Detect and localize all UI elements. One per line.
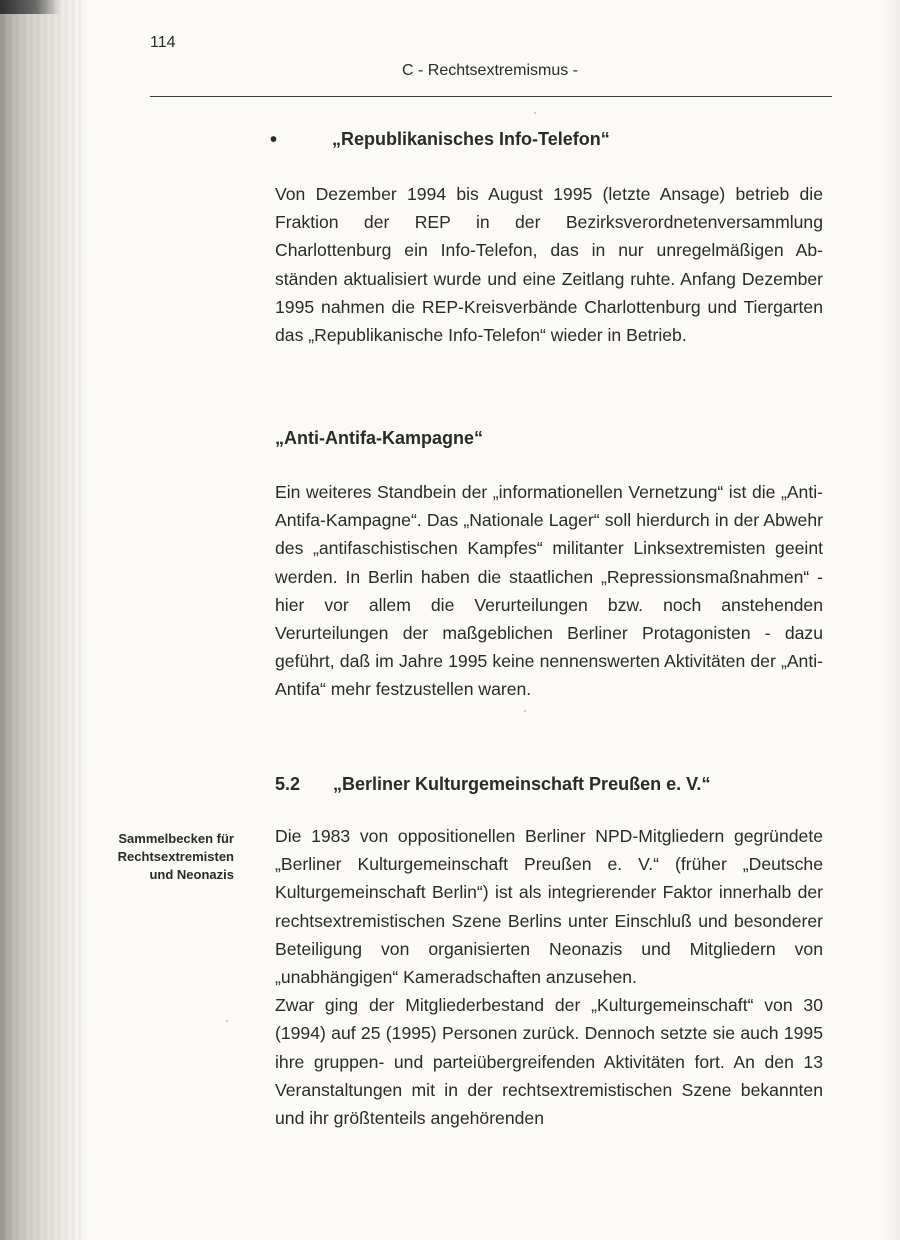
section-number: 5.2: [275, 774, 301, 794]
scan-speck: [226, 1020, 228, 1022]
paragraph-anti-antifa: [275, 478, 823, 704]
scan-speck: [524, 710, 526, 712]
paragraph-kulturgemeinschaft: [275, 822, 823, 1132]
bullet-icon: •: [270, 129, 278, 151]
page-edge-shade: [882, 0, 900, 1240]
page-number: 114: [150, 34, 176, 51]
page-binding-shadow: [0, 0, 86, 1240]
heading-info-telefon-text: „Republikanisches Info-Telefon“: [332, 129, 610, 149]
paragraph-info-telefon: [275, 180, 823, 349]
header-rule: [150, 96, 832, 97]
scan-speck: [534, 112, 536, 114]
binding-top-edge: [0, 0, 60, 14]
paragraph-info-telefon-text: Von Dezember 1994 bis August 1995 (letzte Ansage) betrieb die Fraktion der REP in der Bezirksverordnetenversammlung Charlottenburg ein Info-Telefon, das in nur unregelmäßigen Abständen aktualisiert wurde und eine Zeitlang ruhte. Anfang Dezember 1995 nahmen die REP-Kreisverbände Charlottenburg und Tiergarten das „Republikanische Info-Telefon“ wieder in Betrieb.: [275, 184, 823, 346]
heading-info-telefon: [270, 128, 610, 151]
heading-anti-antifa: „Anti-Antifa-Kampagne“: [275, 428, 483, 448]
running-header: C - Rechtsextremismus -: [401, 62, 579, 79]
heading-kulturgemeinschaft: [275, 774, 710, 795]
paragraph-anti-antifa-text: Ein weiteres Standbein der „informationellen Vernetzung“ ist die „Anti-Antifa-Kampagne“. Das „Nationale Lager“ soll hierdurch in der Abwehr des „antifaschistischen Kampfes“ militanter Linksextremisten geeint werden. In Berlin haben die staatlichen „Repressionsmaßnahmen“ - hier vor allem die Verurteilungen bzw. noch anstehenden Verurteilungen der maßgeblichen Berliner Protagonisten - dazu geführt, daß im Jahre 1995 keine nennenswerten Aktivitäten der „Anti-Antifa“ mehr festzustellen waren.: [275, 482, 823, 700]
margin-note: Sammelbecken für Rechtsextremisten und Neonazis: [117, 831, 234, 882]
paragraph-kulturgemeinschaft-text-2: Zwar ging der Mitgliederbestand der „Kulturgemeinschaft“ von 30 (1994) auf 25 (1995) Personen zurück. Dennoch setzte sie auch 1995 ihre gruppen- und parteiübergreifenden Aktivitäten fort. An den 13 Veranstaltungen mit in der rechtsextremistischen Szene bekannten und ihr größtenteils angehörenden: [275, 995, 823, 1129]
paragraph-kulturgemeinschaft-text-1: Die 1983 von oppositionellen Berliner NPD-Mitgliedern gegründete „Berliner Kulturgemeinschaft Preußen e. V.“ (früher „Deutsche Kulturgemeinschaft Berlin“) ist als integrierender Faktor innerhalb der rechtsextremistischen Szene Berlins unter Einschluß und besonderer Beteiligung von organisierten Neonazis und Mitgliedern von „unabhängigen“ Kameradschaften anzusehen.: [275, 826, 823, 988]
heading-kulturgemeinschaft-text: „Berliner Kulturgemeinschaft Preußen e. V.“: [333, 774, 711, 794]
